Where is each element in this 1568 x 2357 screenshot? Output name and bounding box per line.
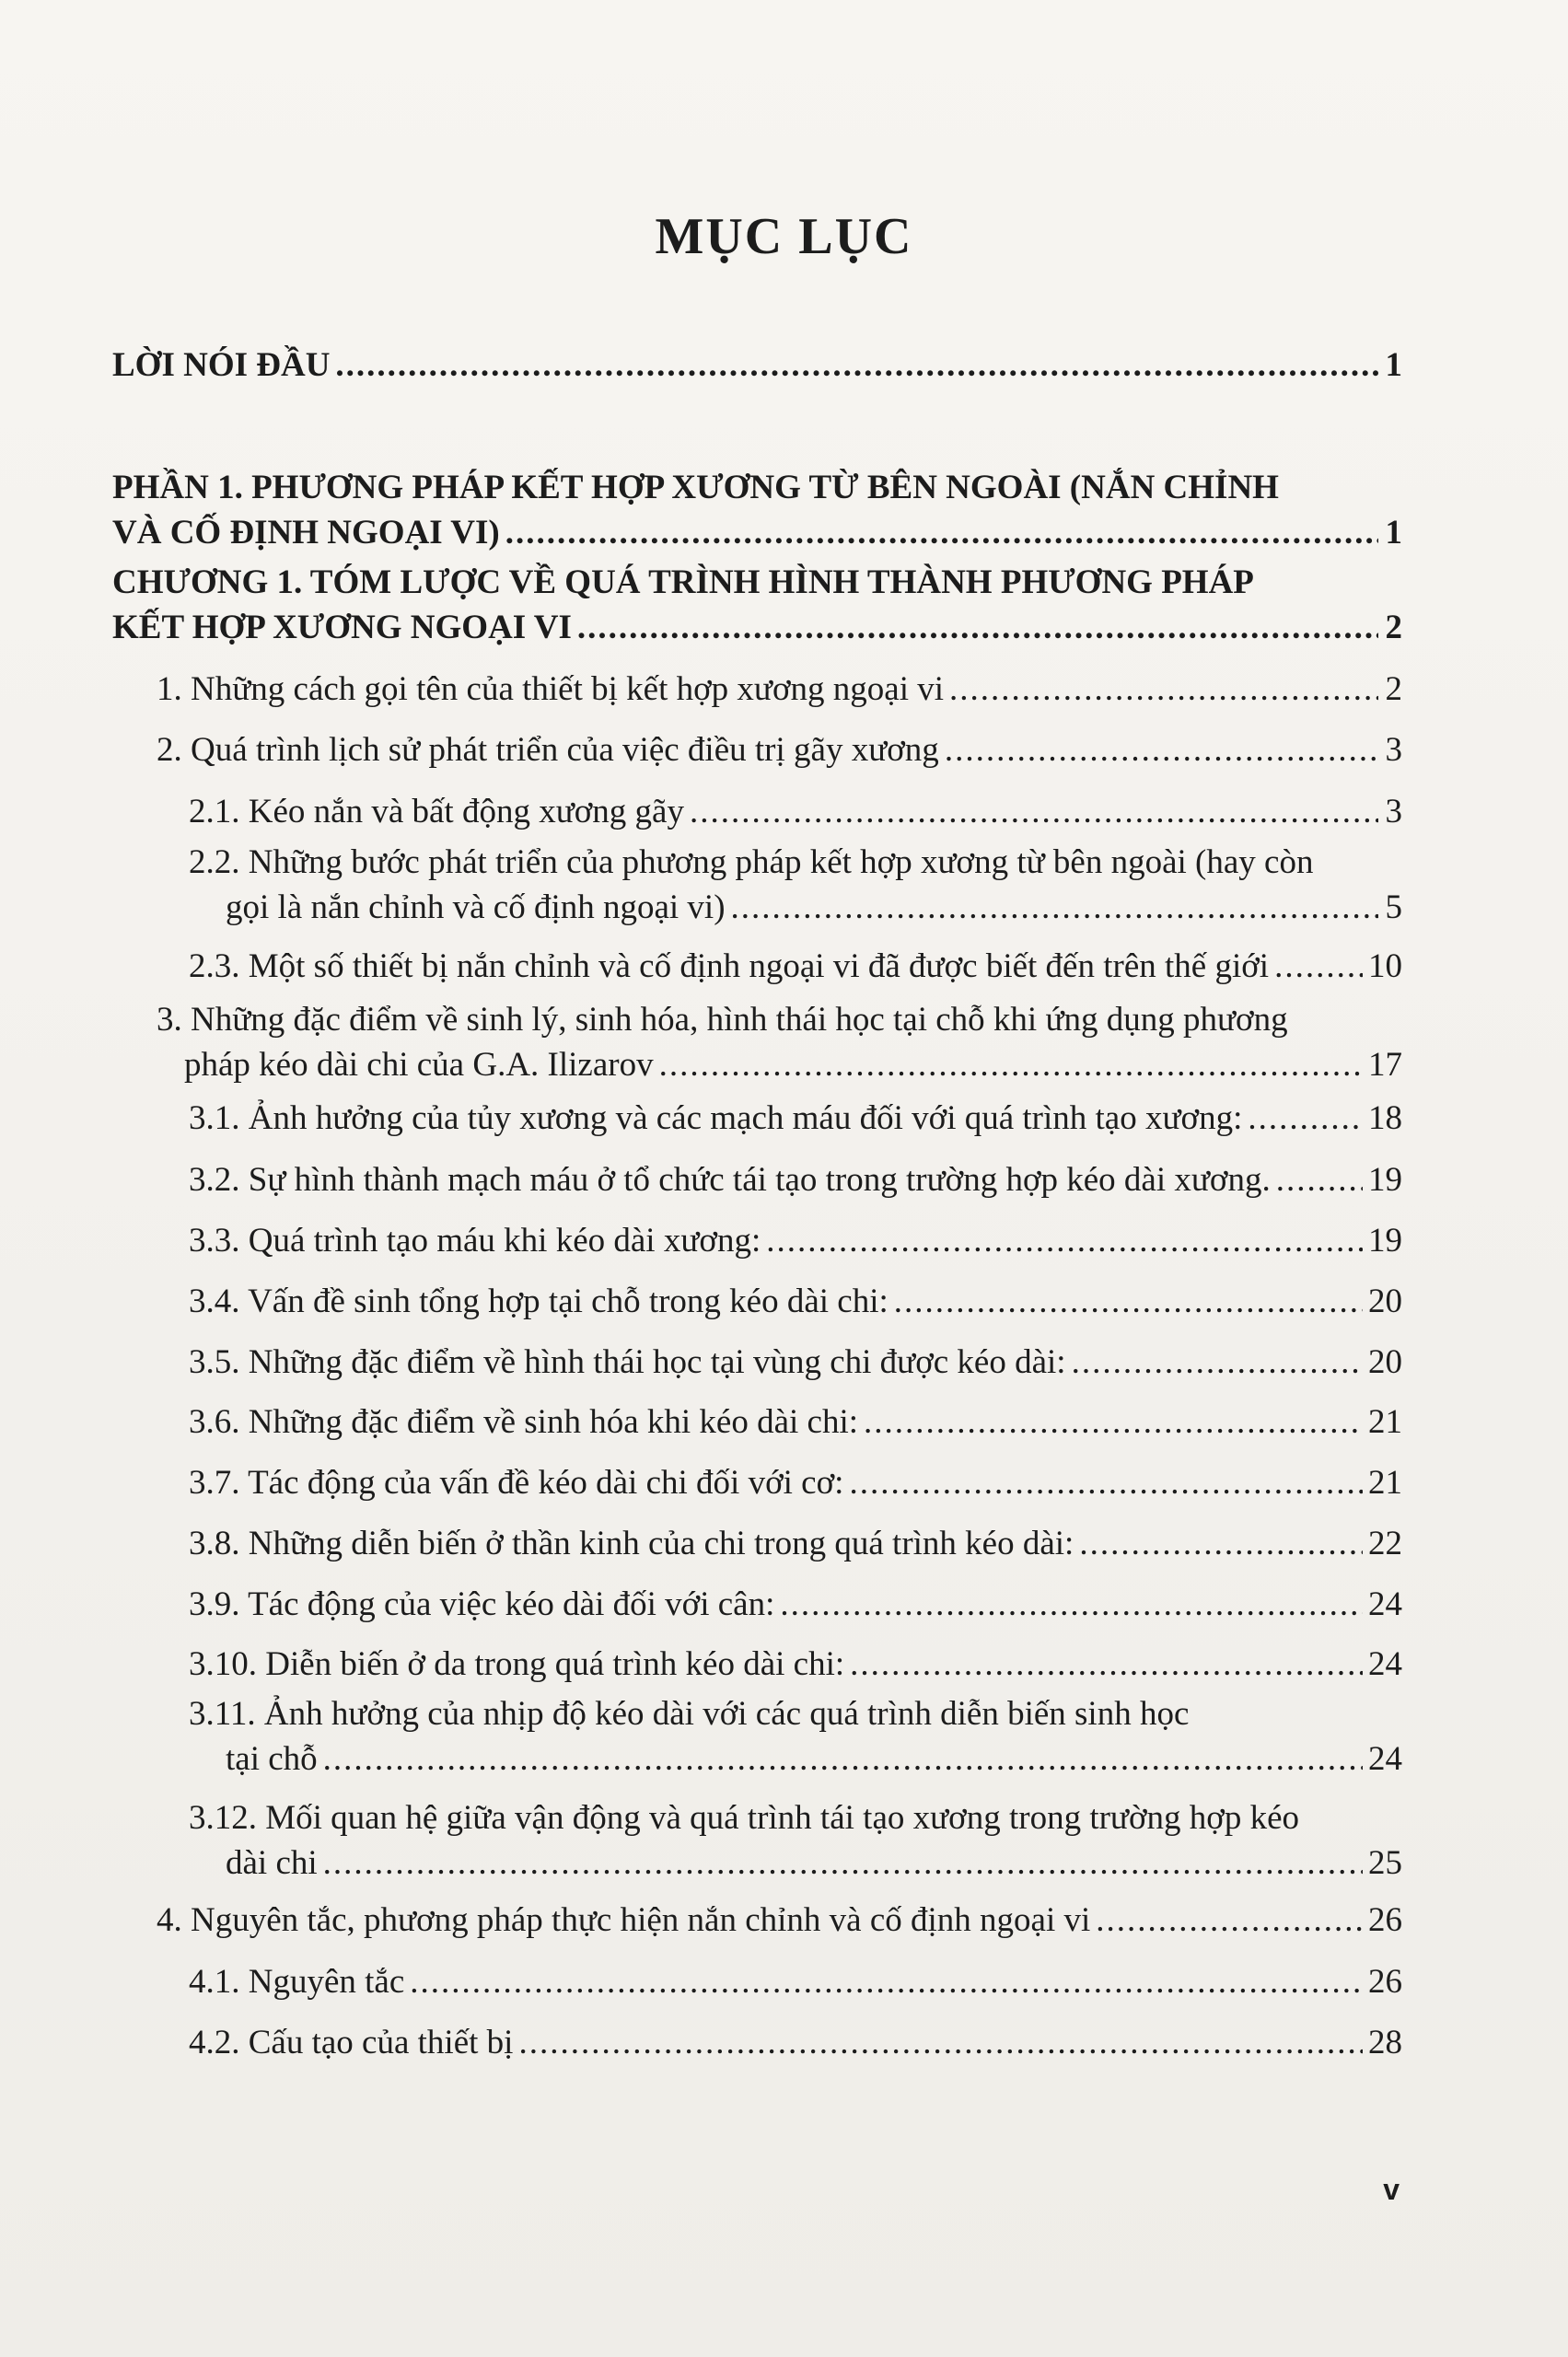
toc-entry <box>189 1218 1402 1263</box>
toc-entry-title: 1. Những cách gọi tên của thiết bị kết hợp xương ngoại vi <box>157 670 945 708</box>
toc-entry <box>189 944 1402 989</box>
toc-entry-line <box>112 465 1402 510</box>
toc-page-number: 18 <box>1368 1099 1402 1137</box>
toc-entry-line <box>189 1959 1402 2004</box>
dot-leader <box>766 1218 1363 1263</box>
toc-entry-title: pháp kéo dài chi của G.A. Ilizarov <box>184 1046 654 1084</box>
toc-page-number: 20 <box>1368 1343 1402 1381</box>
toc-page-number: 2 <box>1385 609 1402 646</box>
toc-entry-line <box>189 1096 1402 1141</box>
toc-entry-line <box>157 1898 1402 1943</box>
dot-leader <box>1096 1898 1363 1943</box>
dot-leader <box>1276 1157 1363 1202</box>
toc-entry-line <box>112 605 1402 650</box>
toc-entry <box>112 465 1402 555</box>
toc-entry-title: PHẦN 1. PHƯƠNG PHÁP KẾT HỢP XƯƠNG TỪ BÊN NGOÀI (NẮN CHỈNH <box>112 469 1279 506</box>
toc-entry-line <box>189 885 1402 930</box>
toc-entry-title: gọi là nắn chỉnh và cố định ngoại vi) <box>226 888 726 926</box>
toc-entry-line <box>112 560 1402 605</box>
toc-page-number: 25 <box>1368 1844 1402 1882</box>
toc-entry-title: 3.6. Những đặc điểm về sinh hóa khi kéo dài chi: <box>189 1403 859 1441</box>
dot-leader <box>945 727 1378 772</box>
toc-entry-title: 3.8. Những diễn biến ở thần kinh của chi trong quá trình kéo dài: <box>189 1525 1074 1562</box>
dot-leader <box>849 1460 1363 1505</box>
toc-entry-title: 3.10. Diễn biến ở da trong quá trình kéo dài chi: <box>189 1645 845 1683</box>
toc-entry-title: 4. Nguyên tắc, phương pháp thực hiện nắn chỉnh và cố định ngoại vi <box>157 1901 1091 1939</box>
dot-leader <box>323 1736 1363 1782</box>
toc-page-number: 5 <box>1385 888 1402 926</box>
toc-entry-title: LỜI NÓI ĐẦU <box>112 346 331 384</box>
toc-entry-title: 3.5. Những đặc điểm về hình thái học tại vùng chi được kéo dài: <box>189 1343 1066 1381</box>
toc-entry-line <box>189 1157 1402 1202</box>
toc-entry <box>189 1691 1402 1782</box>
toc-entry-title: 2.2. Những bước phát triển của phương pháp kết hợp xương từ bên ngoài (hay còn <box>189 843 1314 881</box>
toc-entry-line <box>157 727 1402 772</box>
dot-leader <box>410 1959 1363 2004</box>
toc-entry-line <box>189 1399 1402 1445</box>
toc-entry-line <box>112 510 1402 555</box>
toc-entry-line <box>157 667 1402 712</box>
toc-entry-title: 2.3. Một số thiết bị nắn chỉnh và cố định ngoại vi đã được biết đến trên thế giới <box>189 947 1270 985</box>
toc-page-number: 19 <box>1368 1222 1402 1260</box>
toc-entry-line <box>189 2020 1402 2065</box>
toc-entry <box>112 343 1402 388</box>
toc-entry-title: 3.2. Sự hình thành mạch máu ở tổ chức tái tạo trong trường hợp kéo dài xương. <box>189 1161 1271 1199</box>
toc-entry-title: 3.11. Ảnh hưởng của nhịp độ kéo dài với các quá trình diễn biến sinh học <box>189 1695 1190 1733</box>
dot-leader <box>1072 1340 1363 1385</box>
toc-entry-line <box>189 944 1402 989</box>
toc-page-number: 24 <box>1368 1585 1402 1623</box>
toc-entry <box>189 1460 1402 1505</box>
toc-entry <box>112 560 1402 650</box>
toc-page-number: 28 <box>1368 2024 1402 2061</box>
toc-entry-line <box>189 1736 1402 1782</box>
toc-entry-title: 3.9. Tác động của việc kéo dài đối với cân: <box>189 1585 775 1623</box>
dot-leader <box>731 885 1378 930</box>
toc-page-number: 26 <box>1368 1963 1402 2001</box>
dot-leader <box>1274 944 1363 989</box>
toc-entry <box>189 1157 1402 1202</box>
toc-entry <box>189 2020 1402 2065</box>
toc-entry-title: 3.12. Mối quan hệ giữa vận động và quá trình tái tạo xương trong trường hợp kéo <box>189 1799 1300 1837</box>
dot-leader <box>577 605 1378 650</box>
toc-entry-line <box>189 1279 1402 1324</box>
toc-entry-title: CHƯƠNG 1. TÓM LƯỢC VỀ QUÁ TRÌNH HÌNH THÀNH PHƯƠNG PHÁP <box>112 563 1254 601</box>
toc-page-number: 24 <box>1368 1645 1402 1683</box>
toc-entry-line <box>189 840 1402 885</box>
page-title: MỤC LỤC <box>655 208 913 265</box>
toc-entry-line <box>189 789 1402 834</box>
dot-leader <box>659 1042 1363 1087</box>
dot-leader <box>894 1279 1363 1324</box>
dot-leader <box>850 1642 1363 1687</box>
toc-entry-line <box>189 1582 1402 1627</box>
toc-entry <box>157 997 1402 1087</box>
toc-page-number: 22 <box>1368 1525 1402 1562</box>
toc-entry-line <box>157 1042 1402 1087</box>
toc-page-number: 24 <box>1368 1740 1402 1778</box>
toc-entry <box>157 727 1402 772</box>
toc-entry <box>189 1795 1402 1886</box>
dot-leader <box>949 667 1378 712</box>
toc-entry-line <box>189 1840 1402 1886</box>
dot-leader <box>780 1582 1363 1627</box>
toc-page-number: 21 <box>1368 1464 1402 1502</box>
toc-entry <box>189 840 1402 930</box>
toc-entry-title: 4.2. Cấu tạo của thiết bị <box>189 2024 514 2061</box>
toc-entry-line <box>189 1218 1402 1263</box>
dot-leader <box>335 343 1378 388</box>
dot-leader <box>1248 1096 1363 1141</box>
toc-entry-line <box>157 997 1402 1042</box>
toc-entry <box>189 1399 1402 1445</box>
toc-page-number: 10 <box>1368 947 1402 985</box>
toc-entry-title: 4.1. Nguyên tắc <box>189 1963 405 2001</box>
toc-page-number: 17 <box>1368 1046 1402 1084</box>
toc-entry-line <box>189 1642 1402 1687</box>
toc-page-number: 2 <box>1385 670 1402 708</box>
toc-entry <box>189 1959 1402 2004</box>
toc-entry-title: 3.3. Quá trình tạo máu khi kéo dài xương: <box>189 1222 761 1260</box>
toc-entry-line <box>189 1795 1402 1840</box>
toc-entry <box>189 1279 1402 1324</box>
dot-leader <box>1079 1521 1363 1566</box>
toc-entry-line <box>112 343 1402 388</box>
toc-entry-title: 2. Quá trình lịch sử phát triển của việc điều trị gãy xương <box>157 731 939 769</box>
toc-entry <box>157 1898 1402 1943</box>
toc-entry <box>189 1521 1402 1566</box>
toc-page-number: 3 <box>1385 793 1402 830</box>
toc-page-number: 20 <box>1368 1283 1402 1320</box>
toc-entry-title: dài chi <box>226 1844 318 1882</box>
toc-page-number: 21 <box>1368 1403 1402 1441</box>
toc-entry <box>189 1340 1402 1385</box>
toc-entry-title: KẾT HỢP XƯƠNG NGOẠI VI <box>112 609 572 646</box>
toc-page-number: 19 <box>1368 1161 1402 1199</box>
toc-entry-title: 3.4. Vấn đề sinh tổng hợp tại chỗ trong kéo dài chi: <box>189 1283 889 1320</box>
toc-entry-title: 3.7. Tác động của vấn đề kéo dài chi đối với cơ: <box>189 1464 844 1502</box>
toc-page-number: 26 <box>1368 1901 1402 1939</box>
dot-leader <box>690 789 1378 834</box>
toc-entry-line <box>189 1521 1402 1566</box>
toc-entry-title: 2.1. Kéo nắn và bất động xương gãy <box>189 793 684 830</box>
toc-entry <box>189 789 1402 834</box>
toc-entry <box>157 667 1402 712</box>
toc-entry-line <box>189 1340 1402 1385</box>
toc-page-number: 1 <box>1385 346 1402 384</box>
toc-entry-title: 3.1. Ảnh hưởng của tủy xương và các mạch máu đối với quá trình tạo xương: <box>189 1099 1243 1137</box>
toc-entry <box>189 1642 1402 1687</box>
dot-leader <box>323 1840 1363 1886</box>
toc-entry-title: tại chỗ <box>226 1740 318 1778</box>
page-number: v <box>1383 2173 1400 2206</box>
dot-leader <box>864 1399 1363 1445</box>
toc-entry-line <box>189 1691 1402 1736</box>
toc-entry-line <box>189 1460 1402 1505</box>
toc-entry-title: VÀ CỐ ĐỊNH NGOẠI VI) <box>112 514 500 552</box>
toc-entry <box>189 1096 1402 1141</box>
toc-page-number: 1 <box>1385 514 1402 552</box>
toc-entry <box>189 1582 1402 1627</box>
toc-page-number: 3 <box>1385 731 1402 769</box>
dot-leader <box>505 510 1378 555</box>
toc-entry-title: 3. Những đặc điểm về sinh lý, sinh hóa, hình thái học tại chỗ khi ứng dụng phương <box>157 1001 1288 1039</box>
dot-leader <box>518 2020 1363 2065</box>
